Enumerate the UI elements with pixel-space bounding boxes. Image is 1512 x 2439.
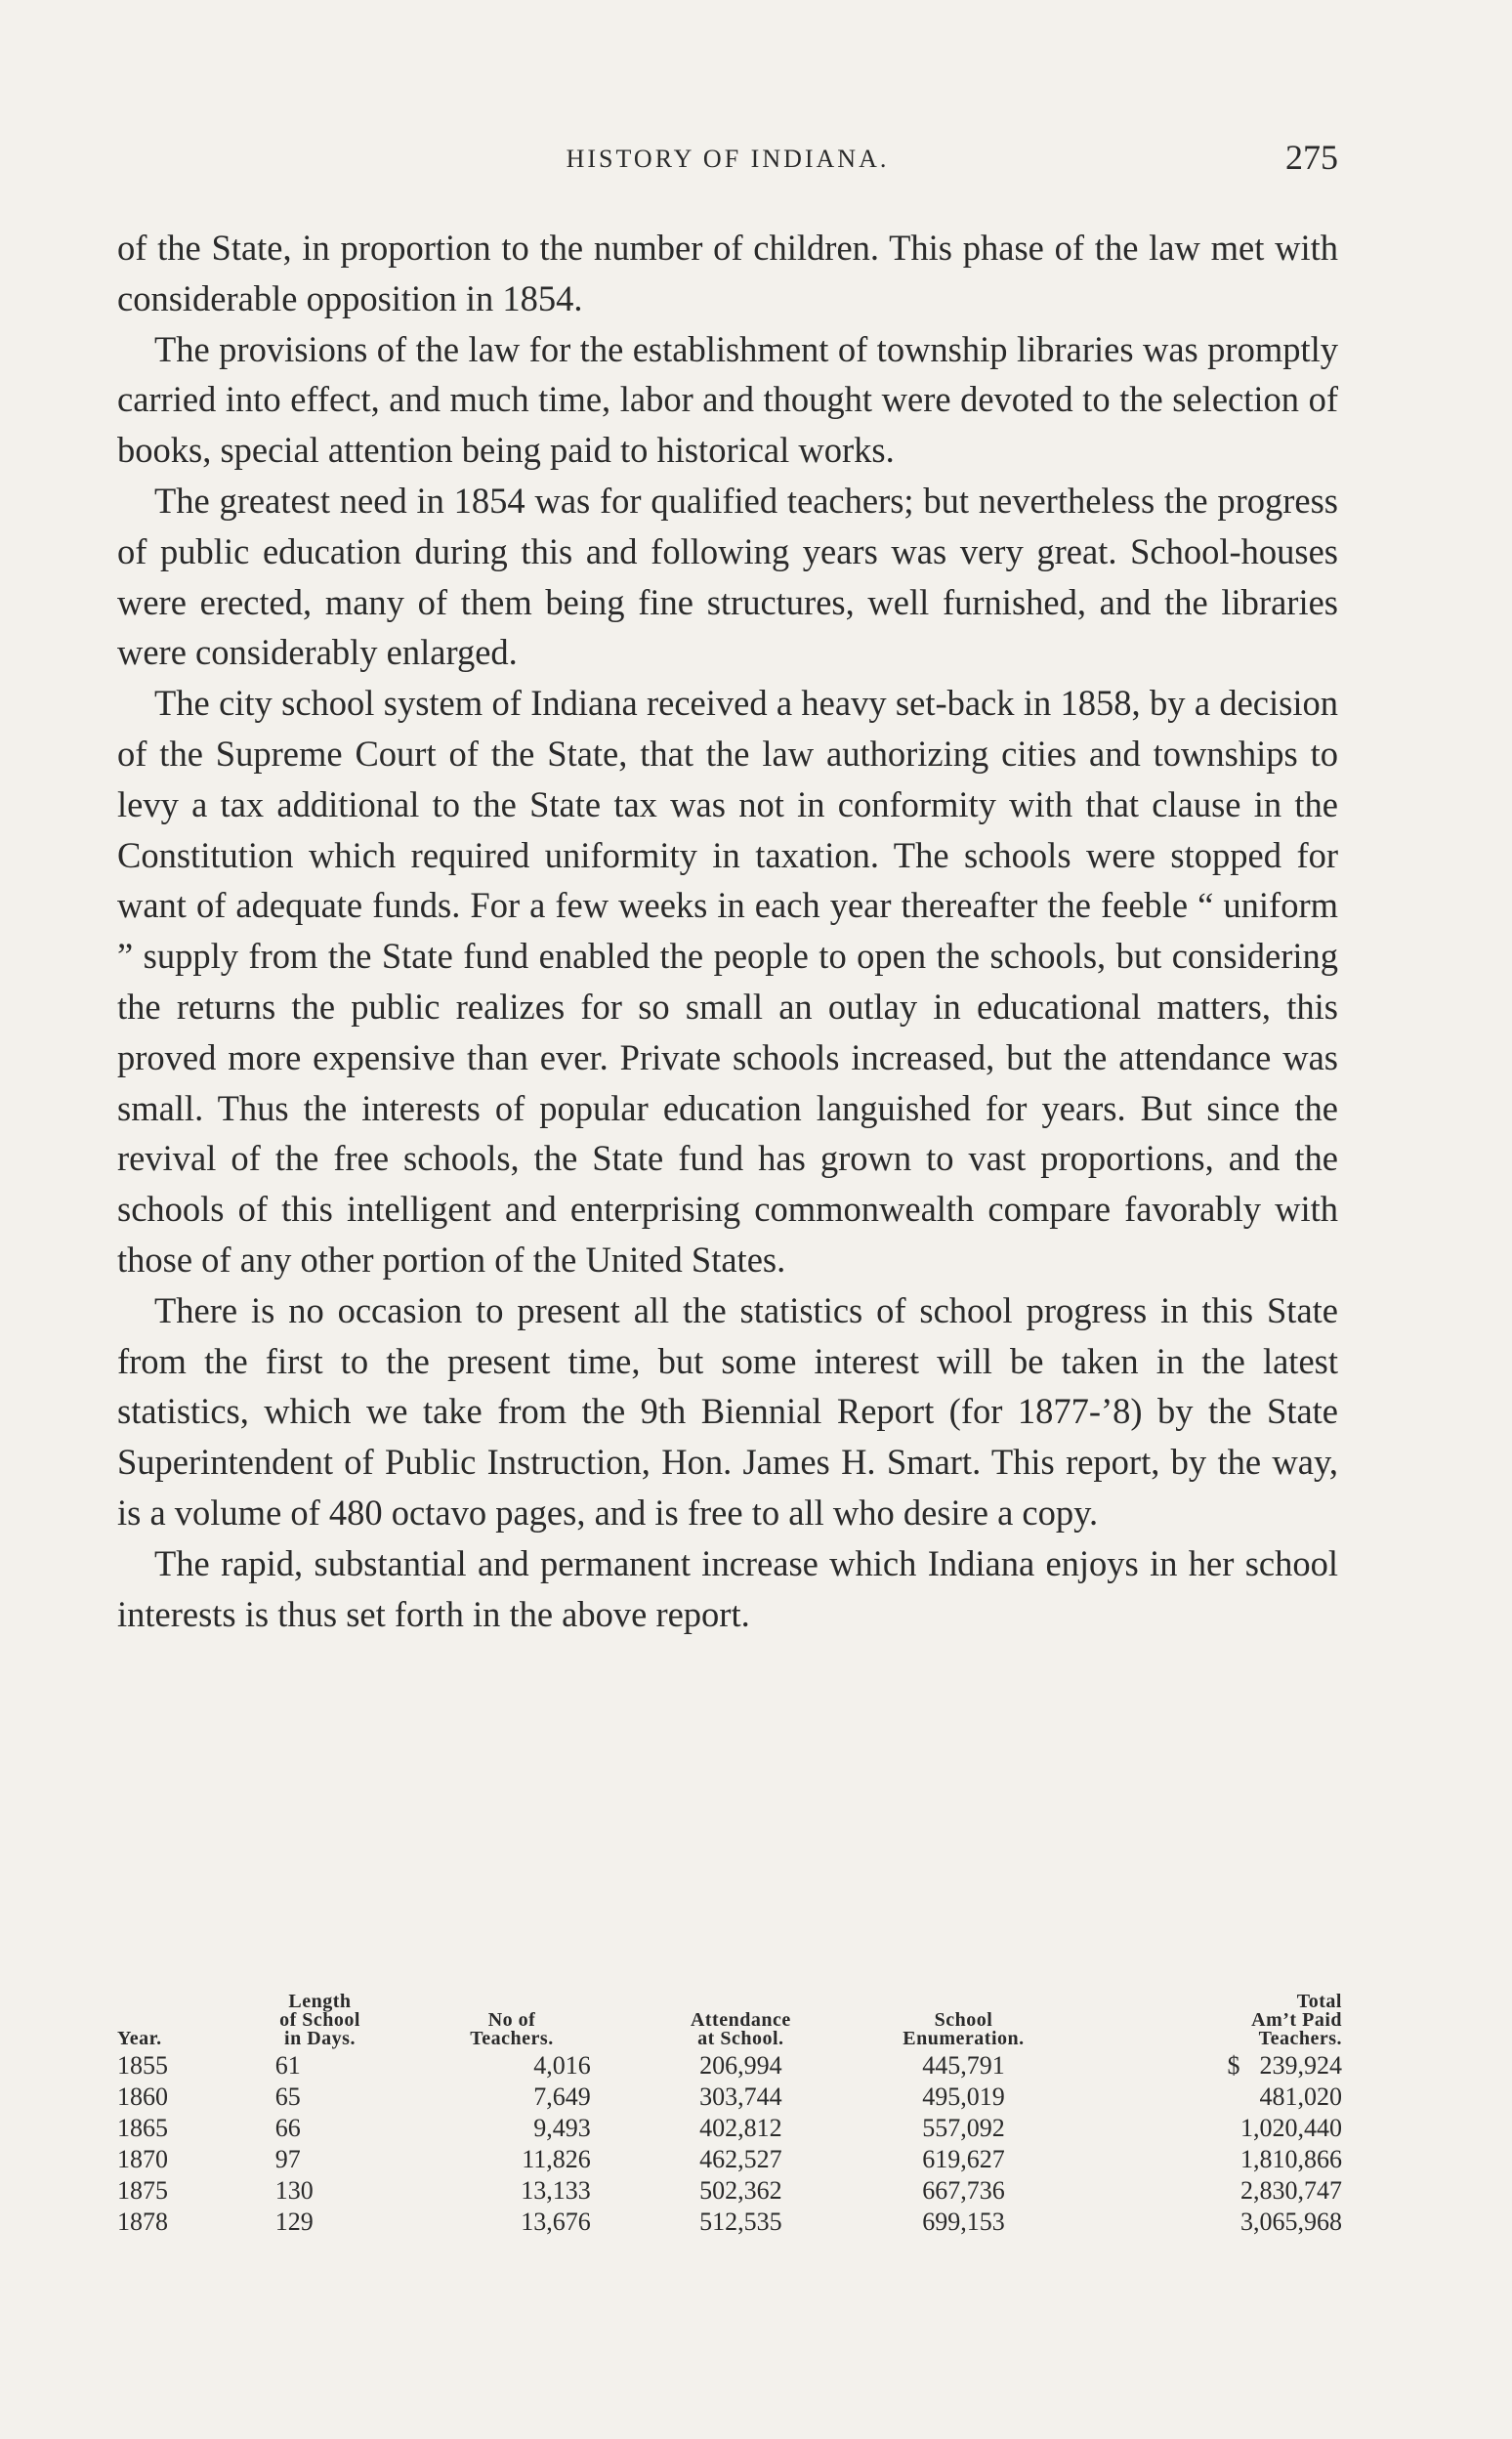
cell-length: 66 xyxy=(274,2114,301,2142)
table-header xyxy=(117,1993,1342,2050)
cell-enumeration: 699,153 xyxy=(922,2208,1005,2236)
cell-enumeration: 445,791 xyxy=(922,2051,1005,2080)
table-row xyxy=(117,2082,1342,2113)
cell-enumeration: 495,019 xyxy=(922,2082,1005,2111)
cell-attendance: 303,744 xyxy=(699,2082,782,2111)
dollar-sign: $ xyxy=(1227,2051,1240,2080)
page-number: 275 xyxy=(1285,138,1338,177)
cell-length: 129 xyxy=(274,2208,314,2236)
cell-amount-paid: $ 239,924 xyxy=(1227,2051,1342,2080)
header-attendance: Attendance at School. xyxy=(690,2009,791,2049)
cell-teachers: 4,016 xyxy=(533,2051,591,2080)
body-text xyxy=(117,223,1338,1639)
table-body xyxy=(117,2050,1342,2238)
paragraph-1: of the State, in proportion to the number of children. This phase of the law met with considerable opposition in 1854. xyxy=(117,228,1338,318)
header-amount-paid: Total Am’t Paid Teachers. xyxy=(1251,1991,1342,2049)
table-row xyxy=(117,2144,1342,2175)
header-year: Year. xyxy=(117,2028,162,2049)
table-row xyxy=(117,2207,1342,2238)
paragraph-6: The rapid, substantial and permanent increase which Indiana enjoys in her school interests is thus set forth in the above report. xyxy=(117,1542,1338,1634)
table-row xyxy=(117,2113,1342,2144)
cell-year: 1875 xyxy=(117,2176,168,2205)
header-teachers: No of Teachers. xyxy=(470,2009,554,2049)
school-statistics-table xyxy=(117,1993,1342,2238)
cell-length: 130 xyxy=(274,2176,314,2205)
cell-amount-paid: 3,065,968 xyxy=(1240,2208,1342,2236)
cell-year: 1870 xyxy=(117,2145,168,2173)
cell-teachers: 11,826 xyxy=(522,2145,591,2173)
cell-amount-paid: 1,810,866 xyxy=(1240,2145,1342,2173)
cell-amount-paid: 2,830,747 xyxy=(1240,2176,1342,2205)
cell-year: 1878 xyxy=(117,2208,168,2236)
cell-amount-paid: 1,020,440 xyxy=(1240,2114,1342,2142)
cell-attendance: 206,994 xyxy=(699,2051,782,2080)
cell-year: 1865 xyxy=(117,2114,168,2142)
header-enumeration: School Enumeration. xyxy=(903,2009,1025,2049)
paragraph-5: There is no occasion to present all the statistics of school progress in this State from the first to the present time, but some interest will be taken in the latest statistics, which we take from the 9th Biennial Report (for 1877-’8) by the State Superintendent of Public Instruction, Hon. James H. Smart. This report, by the way, is a volume of 480 octavo pages, and is free to all who desire a copy. xyxy=(117,1289,1338,1533)
running-head xyxy=(117,137,1338,186)
cell-year: 1855 xyxy=(117,2051,168,2080)
paragraph-2: The provisions of the law for the establishment of township libraries was promptly carried into effect, and much time, labor and thought were devoted to the selection of books, special attention being paid to historical works. xyxy=(117,328,1338,471)
cell-teachers: 7,649 xyxy=(533,2082,591,2111)
cell-length: 97 xyxy=(274,2145,301,2173)
table-row xyxy=(117,2050,1342,2082)
cell-teachers: 13,676 xyxy=(521,2208,591,2236)
cell-teachers: 9,493 xyxy=(533,2114,591,2142)
running-title: HISTORY OF INDIANA. xyxy=(566,145,890,173)
cell-enumeration: 619,627 xyxy=(922,2145,1005,2173)
cell-attendance: 402,812 xyxy=(699,2114,782,2142)
paragraph-4: The city school system of Indiana received a heavy set-back in 1858, by a decision of the Supreme Court of the State, that the law authorizing cities and townships to levy a tax additional to the State tax was not in conformity with that clause in the Constitution which required uniformity in taxation. The schools were stopped for want of adequate funds. For a few weeks in each year thereafter the feeble “ uniform ” supply from the State fund enabled the people to open the schools, but considering the returns the public realizes for so small an outlay in educational matters, this proved more expensive than ever. Private schools increased, but the attendance was small. Thus the interests of popular education languished for years. But since the revival of the free schools, the State fund has grown to vast proportions, and the schools of this intelligent and enterprising commonwealth compare favorably with those of any other portion of the United States. xyxy=(117,683,1338,1280)
cell-year: 1860 xyxy=(117,2082,168,2111)
cell-enumeration: 667,736 xyxy=(922,2176,1005,2205)
cell-amount-paid: 481,020 xyxy=(1259,2082,1342,2111)
header-length: Length of School in Days. xyxy=(279,1991,360,2049)
cell-teachers: 13,133 xyxy=(521,2176,591,2205)
cell-length: 65 xyxy=(274,2082,301,2111)
cell-attendance: 462,527 xyxy=(699,2145,782,2173)
paragraph-3: The greatest need in 1854 was for qualified teachers; but nevertheless the progress of public education during this and following years was very great. School-houses were erected, many of them being fine structures, well furnished, and the libraries were considerably enlarged. xyxy=(117,480,1338,673)
cell-attendance: 512,535 xyxy=(699,2208,782,2236)
cell-enumeration: 557,092 xyxy=(922,2114,1005,2142)
cell-attendance: 502,362 xyxy=(699,2176,782,2205)
table-row xyxy=(117,2175,1342,2207)
cell-length: 61 xyxy=(274,2051,301,2080)
